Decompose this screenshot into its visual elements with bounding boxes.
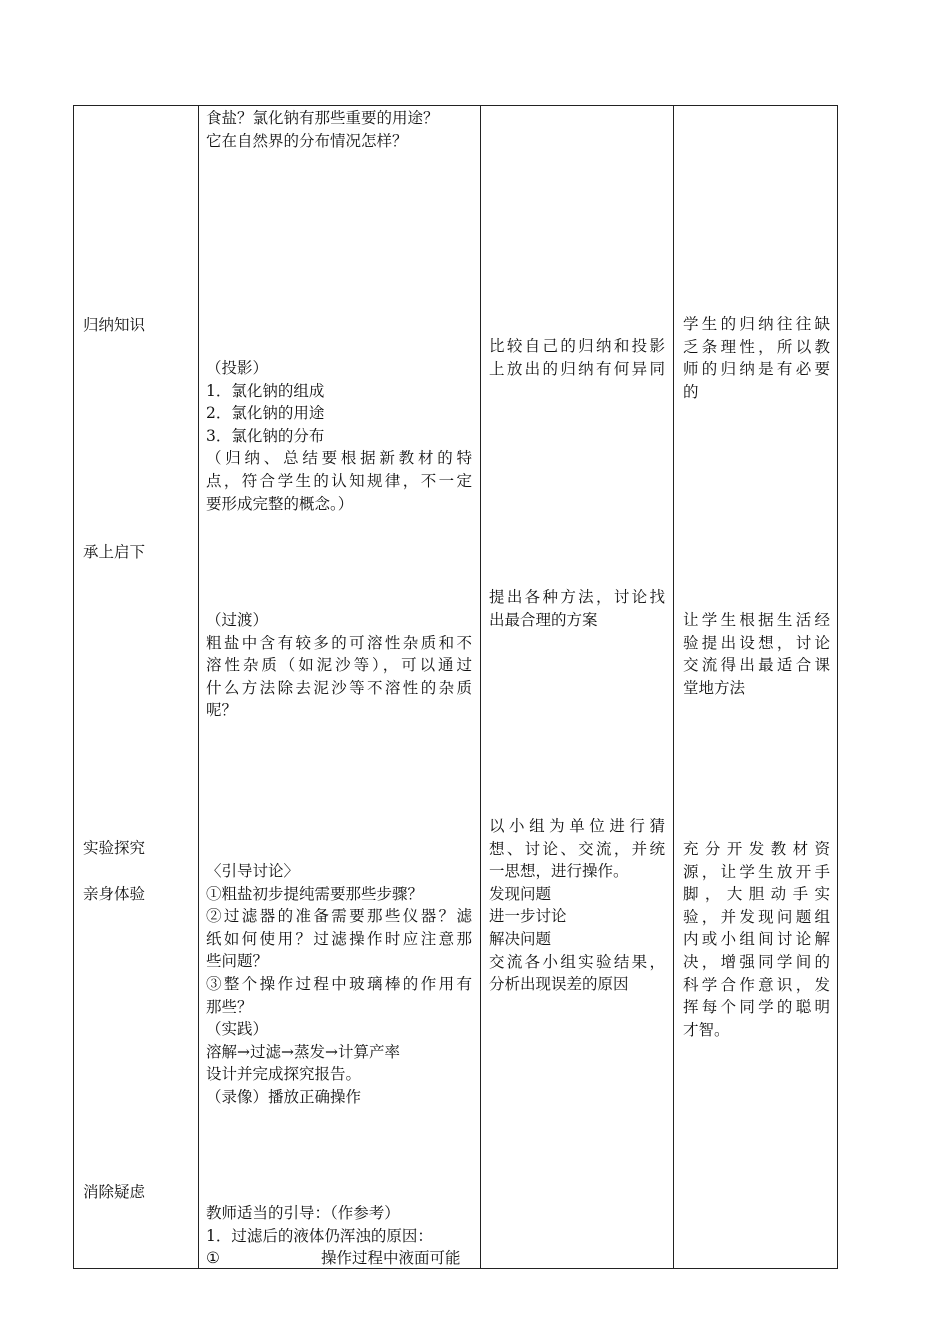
intent-develop-resources-text: 充分开发教材资 源，让学生放开手 脚，大胆动手实 验，并发现问题组 内或小组间讨论解 决，增强同学间的 科学合作意识，发 挥每个同学的聪明 才智。 — [683, 840, 830, 1039]
intent-summarize-text: 学生的归纳往往缺 乏条理性，所以教 师的归纳是有必要 的 — [683, 315, 830, 401]
stage-label-hands-on: 亲身体验 — [83, 885, 146, 903]
student-group-work-text: 以小组为单位进行猜 想、讨论、交流，并统 一思想，进行操作。 发现问题 进一步讨论 解决问题 交流各小组实验结果， 分析出现误差的原因 — [489, 817, 665, 994]
teacher-guided-discussion-text: 〈引导讨论〉 ①粗盐初步提纯需要那些步骤？ ②过滤器的准备需要那些仪器？滤 纸如何使用？过滤操作时应注意那 些问题？ ③整个操作过程中玻璃棒的作用有 那些？ （实践） 溶解→过滤→蒸发→计算产率 设计并完成探究报告。 （录像）播放正确操作 — [206, 862, 472, 1106]
teacher-guidance-item-text: 操作过程中液面可能 — [321, 1249, 461, 1267]
student-methods-text: 提出各种方法，讨论找 出最合理的方案 — [489, 588, 665, 629]
stage-label-summarize: 归纳知识 — [83, 316, 146, 334]
teacher-intro-text: 食盐？氯化钠有那些重要的用途？ 它在自然界的分布情况怎样？ — [206, 109, 439, 150]
teacher-guidance-item-marker: ① — [206, 1249, 220, 1267]
column-divider — [480, 106, 481, 1268]
teacher-guidance-text: 教师适当的引导：（作参考） 1．过滤后的液体仍浑浊的原因： — [206, 1204, 433, 1245]
column-divider — [673, 106, 674, 1268]
stage-label-experiment: 实验探究 — [83, 839, 146, 857]
teacher-transition-text: （过渡） 粗盐中含有较多的可溶性杂质和不 溶性杂质（如泥沙等），可以通过 什么方法除去泥沙等不溶性的杂质 呢？ — [206, 611, 472, 720]
stage-label-transition: 承上启下 — [83, 543, 146, 561]
stage-label-clear-doubts: 消除疑虑 — [83, 1183, 146, 1201]
teacher-projection-text: （投影） 1．氯化钠的组成 2．氯化钠的用途 3．氯化钠的分布 （归纳、总结要根据新教材的特 点，符合学生的认知规律，不一定 要形成完整的概念。） — [206, 359, 472, 513]
column-divider — [198, 106, 199, 1268]
student-compare-text: 比较自己的归纳和投影 上放出的归纳有何异同 — [489, 337, 665, 378]
intent-life-experience-text: 让学生根据生活经 验提出设想，讨论 交流得出最适合课 堂地方法 — [683, 611, 830, 697]
